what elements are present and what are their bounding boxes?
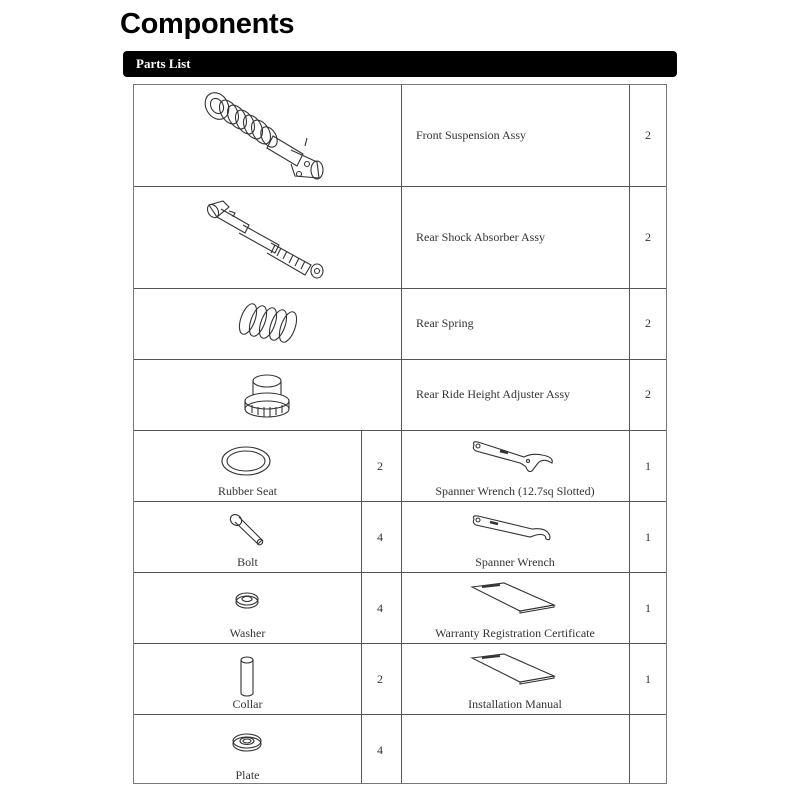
part-qty: 2	[645, 230, 651, 244]
bolt-icon	[228, 512, 268, 548]
part-name: Front Suspension Assy	[416, 128, 527, 142]
part-name: Plate	[235, 768, 260, 782]
rear-spring-icon	[234, 297, 304, 349]
section-header: Parts List	[136, 56, 191, 71]
row-divider	[134, 501, 666, 502]
spanner-icon	[470, 513, 558, 543]
part-qty: 1	[645, 601, 651, 615]
adjuster-icon	[242, 371, 292, 423]
slotted-spanner-icon	[470, 439, 558, 475]
part-qty: 4	[377, 743, 383, 757]
parts-table	[133, 84, 667, 784]
part-qty: 2	[645, 128, 651, 142]
part-name: Rear Ride Height Adjuster Assy	[416, 387, 570, 401]
collar-icon	[238, 655, 256, 699]
page-title: Components	[120, 8, 295, 40]
part-qty: 2	[645, 316, 651, 330]
row-divider	[134, 359, 666, 360]
part-name: Rubber Seat	[218, 484, 277, 498]
part-qty: 4	[377, 601, 383, 615]
part-name: Collar	[232, 697, 263, 711]
manual-icon	[470, 652, 558, 688]
row-divider	[134, 186, 666, 187]
part-qty: 2	[645, 387, 651, 401]
row-divider	[134, 288, 666, 289]
part-name: Washer	[229, 626, 266, 640]
part-qty: 2	[377, 672, 383, 686]
row-divider	[134, 572, 666, 573]
part-name: Installation Manual	[468, 697, 562, 711]
part-qty: 1	[645, 672, 651, 686]
row-divider	[134, 643, 666, 644]
part-name: Rear Spring	[416, 316, 474, 330]
part-name: Warranty Registration Certificate	[435, 626, 595, 640]
part-qty: 1	[645, 459, 651, 473]
front-suspension-icon	[199, 90, 339, 185]
part-name: Spanner Wrench (12.7sq Slotted)	[435, 484, 595, 498]
column-divider	[401, 85, 402, 783]
plate-icon	[231, 732, 263, 754]
part-name: Rear Shock Absorber Assy	[416, 230, 545, 244]
part-qty: 2	[377, 459, 383, 473]
section-header-bar	[123, 51, 677, 77]
part-name: Bolt	[237, 555, 258, 569]
row-divider	[134, 714, 666, 715]
rubber-seat-icon	[220, 445, 272, 477]
row-divider	[134, 430, 666, 431]
washer-icon	[234, 591, 260, 609]
rear-shock-icon	[199, 195, 339, 285]
part-qty: 1	[645, 530, 651, 544]
part-name: Spanner Wrench	[475, 555, 555, 569]
part-qty: 4	[377, 530, 383, 544]
certificate-icon	[470, 581, 558, 617]
